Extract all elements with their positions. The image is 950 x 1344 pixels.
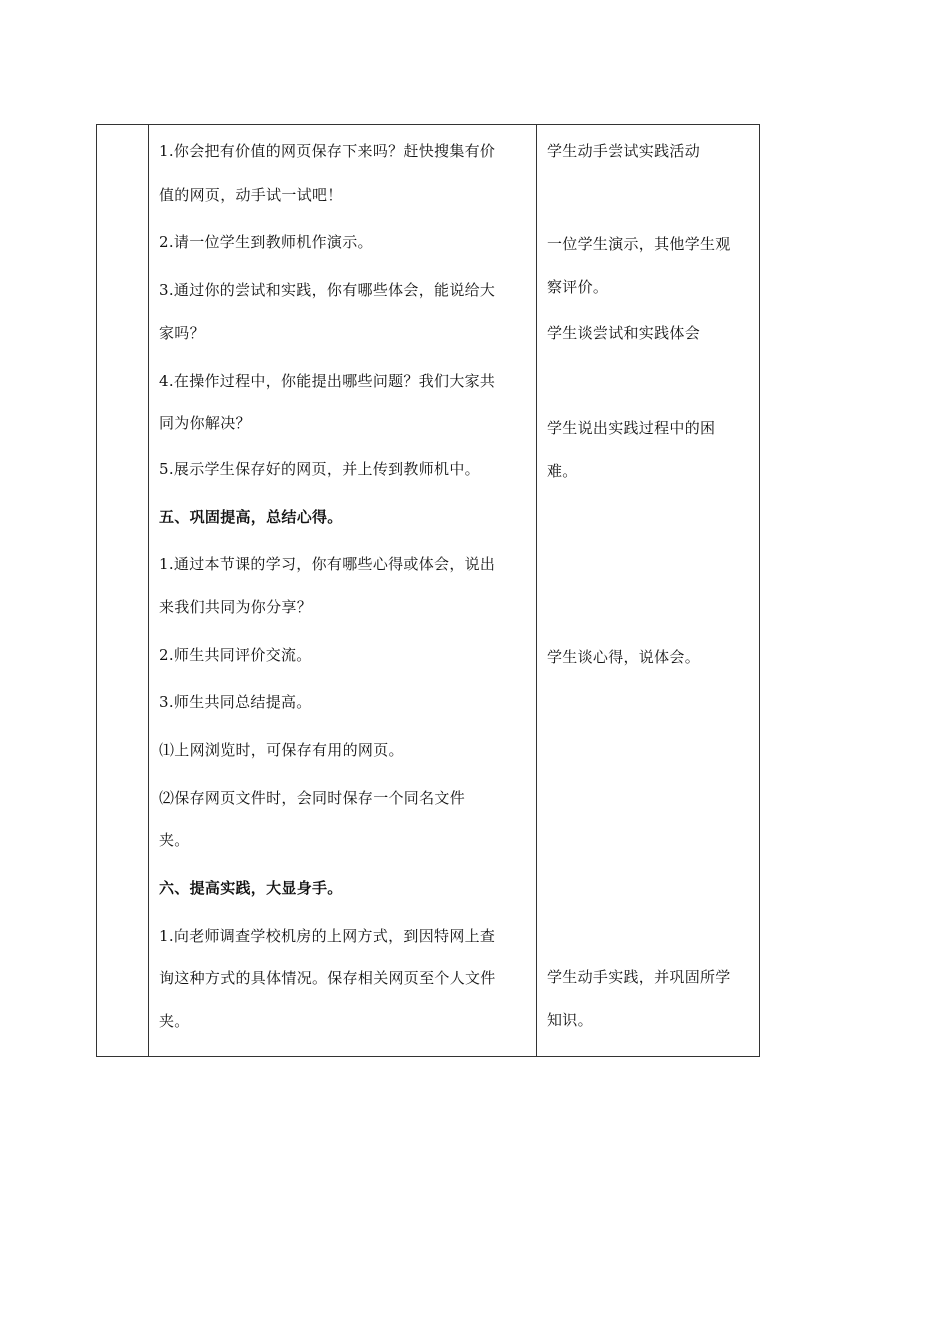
section-5-item-2: 2.师生共同评价交流。 — [159, 646, 312, 664]
section-6-heading: 六、提高实践，大显身手。 — [159, 879, 343, 897]
section-6-item-1-line-1: 1.向老师调查学校机房的上网方式，到因特网上查 — [159, 927, 496, 945]
section-5-heading: 五、巩固提高，总结心得。 — [159, 508, 343, 526]
step-3-line-2: 家吗？ — [159, 324, 205, 342]
section-6-item-1-line-2: 询这种方式的具体情况。保存相关网页至个人文件 — [159, 969, 496, 987]
step-1-line-1: 1.你会把有价值的网页保存下来吗？赶快搜集有价 — [159, 142, 496, 160]
student-activity-3: 学生谈尝试和实践体会 — [547, 324, 701, 342]
lesson-table — [96, 124, 760, 1057]
student-activity-6-line-2: 知识。 — [547, 1011, 593, 1029]
student-activity-4-line-2: 难。 — [547, 462, 578, 480]
student-activity-1: 学生动手尝试实践活动 — [547, 142, 701, 160]
section-5-item-1-line-1: 1.通过本节课的学习，你有哪些心得或体会，说出 — [159, 555, 496, 573]
section-5-item-3b-line-2: 夹。 — [159, 831, 190, 849]
step-4-line-1: 4.在操作过程中，你能提出哪些问题？我们大家共 — [159, 372, 496, 390]
step-3-line-1: 3.通过你的尝试和实践，你有哪些体会，能说给大 — [159, 281, 496, 299]
student-activity-4-line-1: 学生说出实践过程中的困 — [547, 419, 716, 437]
section-5-item-3b-line-1: ⑵保存网页文件时，会同时保存一个同名文件 — [159, 789, 466, 807]
step-5: 5.展示学生保存好的网页，并上传到教师机中。 — [159, 460, 480, 478]
step-1-line-2: 值的网页，动手试一试吧！ — [159, 186, 343, 204]
section-6-item-1-line-3: 夹。 — [159, 1012, 190, 1030]
step-2: 2.请一位学生到教师机作演示。 — [159, 233, 373, 251]
student-activity-2-line-1: 一位学生演示，其他学生观 — [547, 235, 731, 253]
column-divider-right — [536, 125, 537, 1056]
student-activity-6-line-1: 学生动手实践，并巩固所学 — [547, 968, 731, 986]
column-divider-left — [148, 125, 149, 1056]
section-5-item-3: 3.师生共同总结提高。 — [159, 693, 312, 711]
student-activity-5: 学生谈心得，说体会。 — [547, 648, 701, 666]
section-5-item-3a: ⑴上网浏览时，可保存有用的网页。 — [159, 741, 404, 759]
step-4-line-2: 同为你解决？ — [159, 414, 251, 432]
section-5-item-1-line-2: 来我们共同为你分享？ — [159, 598, 313, 616]
student-activity-2-line-2: 察评价。 — [547, 278, 609, 296]
